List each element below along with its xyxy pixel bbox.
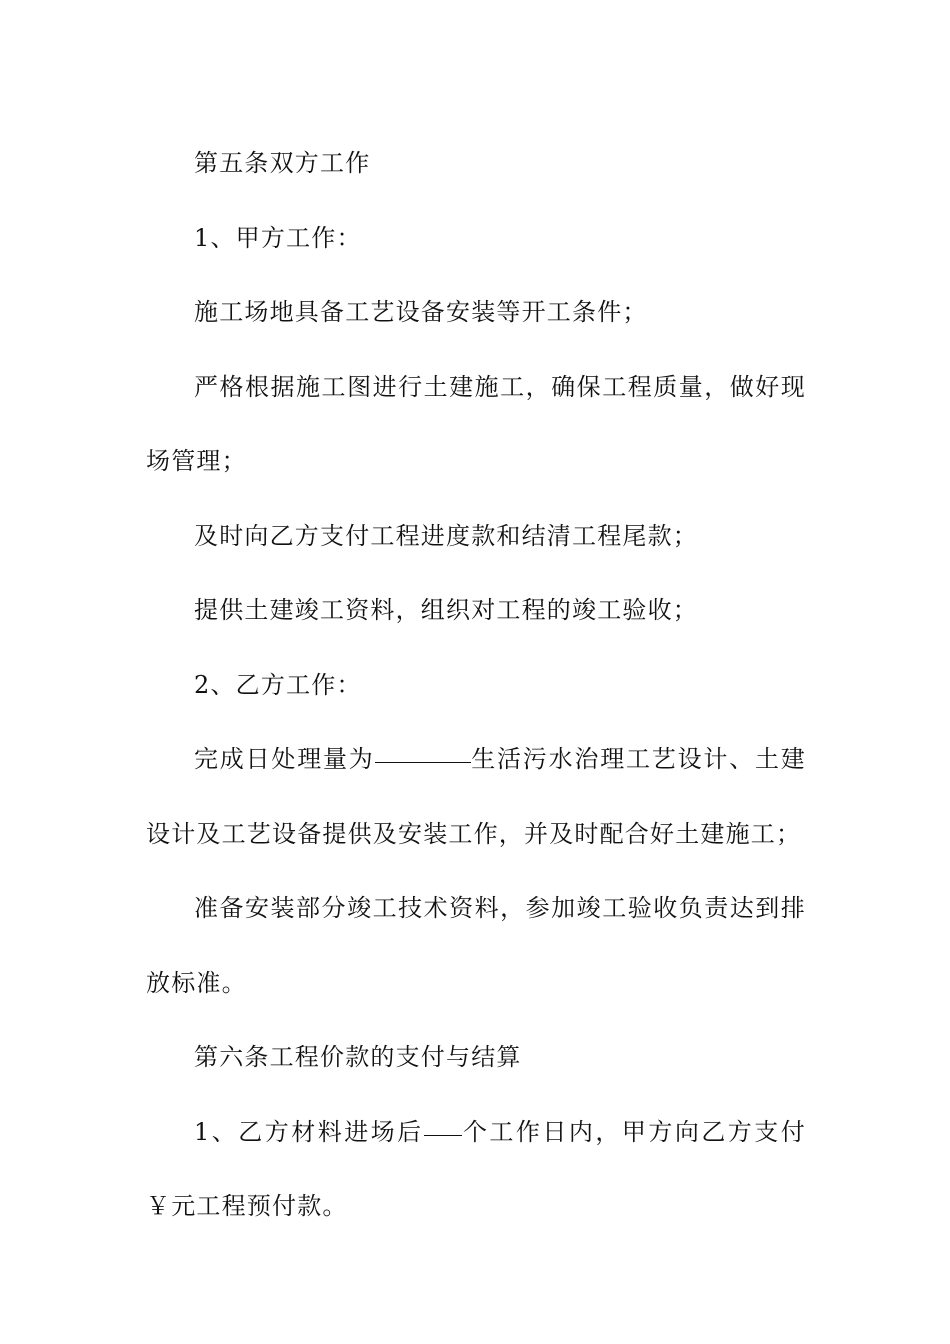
party-a-duty-4: 提供土建竣工资料，组织对工程的竣工验收； <box>194 596 698 624</box>
party-a-duty-1: 施工场地具备工艺设备安装等开工条件； <box>194 298 648 326</box>
document-body <box>146 126 806 1244</box>
payment-clause-1-before: 1、乙方材料进场后 <box>194 1117 424 1146</box>
party-b-duty-1-after: 生活污水治理工艺设计、土建设计及工艺设备提供及安装工作，并及时配合好土建施工； <box>146 745 806 848</box>
payment-clause-1 <box>146 1095 806 1244</box>
party-b-duty-2: 准备安装部分竣工技术资料，参加竣工验收负责达到排放标准。 <box>146 894 806 997</box>
capacity-blank <box>375 738 471 763</box>
party-a-duty-3: 及时向乙方支付工程进度款和结清工程尾款； <box>194 521 698 550</box>
days-blank <box>424 1111 462 1136</box>
payment-clause-1-after: 个工作日内，甲方向乙方支付￥元工程预付款。 <box>146 1117 806 1220</box>
article-5-heading: 第五条双方工作 <box>194 149 371 177</box>
party-a-heading: 1、甲方工作： <box>194 223 362 252</box>
party-b-duty-1-before: 完成日处理量为 <box>194 745 375 773</box>
party-a-duty-2: 严格根据施工图进行土建施工，确保工程质量，做好现场管理； <box>146 372 806 475</box>
party-b-heading: 2、乙方工作： <box>194 670 362 699</box>
party-b-duty-1 <box>146 722 806 871</box>
article-6-heading: 第六条工程价款的支付与结算 <box>194 1043 522 1071</box>
